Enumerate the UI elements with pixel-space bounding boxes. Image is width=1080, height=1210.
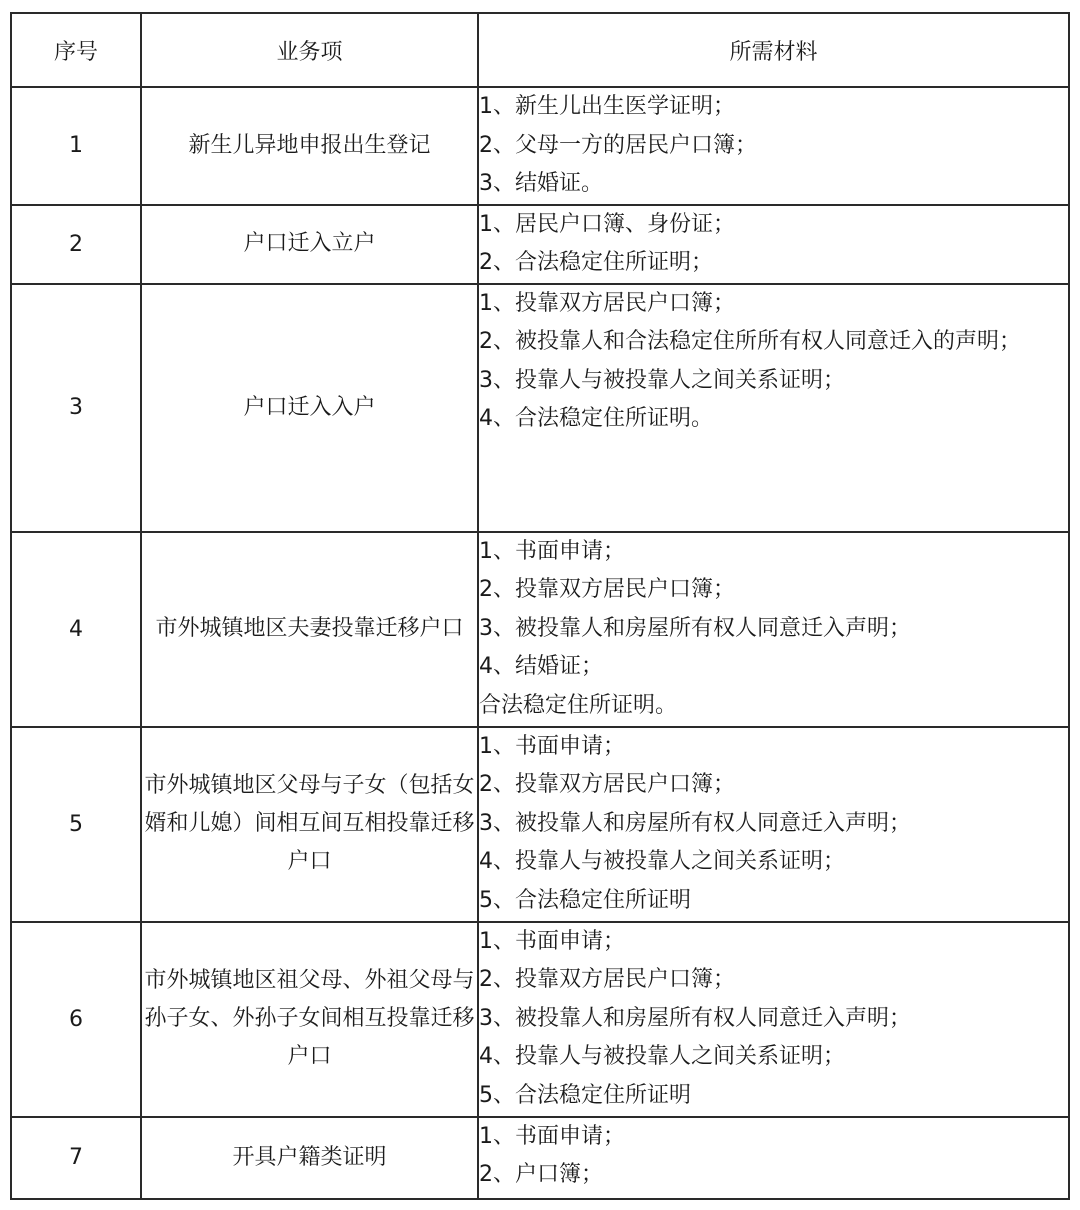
table-header: [11, 13, 1069, 87]
table-row: [11, 532, 1069, 727]
material-line: 2、户口簿；: [479, 1162, 603, 1187]
requirements-table: [10, 12, 1070, 1200]
row-item: 户口迁入入户: [141, 284, 478, 532]
table-body: [11, 87, 1069, 1199]
row-materials: [478, 727, 1069, 922]
row-number: 7: [11, 1117, 141, 1199]
material-line: 2、投靠双方居民户口簿；: [479, 772, 735, 797]
material-line: 4、合法稳定住所证明。: [479, 406, 713, 431]
row-item: 新生儿异地申报出生登记: [141, 87, 478, 205]
material-line: 3、被投靠人和房屋所有权人同意迁入声明；: [479, 810, 911, 836]
row-materials: [478, 532, 1069, 727]
row-number: 4: [11, 532, 141, 727]
row-item: 市外城镇地区夫妻投靠迁移户口: [141, 532, 478, 727]
table-row: [11, 87, 1069, 205]
table-row: [11, 727, 1069, 922]
row-item: 户口迁入立户: [141, 205, 478, 284]
material-line: 合法稳定住所证明。: [479, 692, 678, 718]
header-row: [11, 13, 1069, 87]
table-row: [11, 284, 1069, 532]
material-line: 5、合法稳定住所证明: [479, 1082, 691, 1108]
row-materials: [478, 205, 1069, 284]
table-row: [11, 922, 1069, 1117]
material-line: 4、投靠人与被投靠人之间关系证明；: [479, 1044, 845, 1069]
row-materials: [478, 922, 1069, 1117]
row-number: 3: [11, 284, 141, 532]
material-line: 1、书面申请；: [479, 1123, 625, 1149]
material-line: 1、书面申请；: [479, 928, 625, 954]
table-row: [11, 1117, 1069, 1199]
material-line: 1、投靠双方居民户口簿；: [479, 290, 735, 316]
material-line: 3、投靠人与被投靠人之间关系证明；: [479, 367, 845, 393]
row-number: 5: [11, 727, 141, 922]
row-item: 市外城镇地区父母与子女（包括女婿和儿媳）间相互间互相投靠迁移户口: [141, 727, 478, 922]
material-line: 2、父母一方的居民户口簿；: [479, 132, 757, 158]
row-number: 1: [11, 87, 141, 205]
material-line: 1、书面申请；: [479, 538, 625, 564]
row-item: 市外城镇地区祖父母、外祖父母与孙子女、外孙子女间相互投靠迁移户口: [141, 922, 478, 1117]
row-item: 开具户籍类证明: [141, 1117, 478, 1199]
row-number: 6: [11, 922, 141, 1117]
material-line: 2、被投靠人和合法稳定住所所有权人同意迁入的声明；: [479, 329, 1021, 354]
material-line: 3、结婚证。: [479, 171, 603, 196]
row-materials: [478, 87, 1069, 205]
material-line: 2、投靠双方居民户口簿；: [479, 967, 735, 992]
material-line: 3、被投靠人和房屋所有权人同意迁入声明；: [479, 1005, 911, 1031]
material-line: 4、结婚证；: [479, 654, 603, 679]
row-materials: [478, 1117, 1069, 1199]
header-materials: 所需材料: [478, 13, 1069, 87]
row-number: 2: [11, 205, 141, 284]
header-num: 序号: [11, 13, 141, 87]
material-line: 1、书面申请；: [479, 733, 625, 759]
material-line: 2、投靠双方居民户口簿；: [479, 577, 735, 602]
material-line: 1、居民户口簿、身份证；: [479, 211, 735, 237]
material-line: 1、新生儿出生医学证明；: [479, 94, 735, 119]
material-line: 4、投靠人与被投靠人之间关系证明；: [479, 849, 845, 874]
row-materials: [478, 284, 1069, 532]
material-line: 3、被投靠人和房屋所有权人同意迁入声明；: [479, 615, 911, 641]
material-line: 2、合法稳定住所证明；: [479, 250, 713, 275]
table-row: [11, 205, 1069, 284]
material-line: 5、合法稳定住所证明: [479, 887, 691, 913]
header-item: 业务项: [141, 13, 478, 87]
